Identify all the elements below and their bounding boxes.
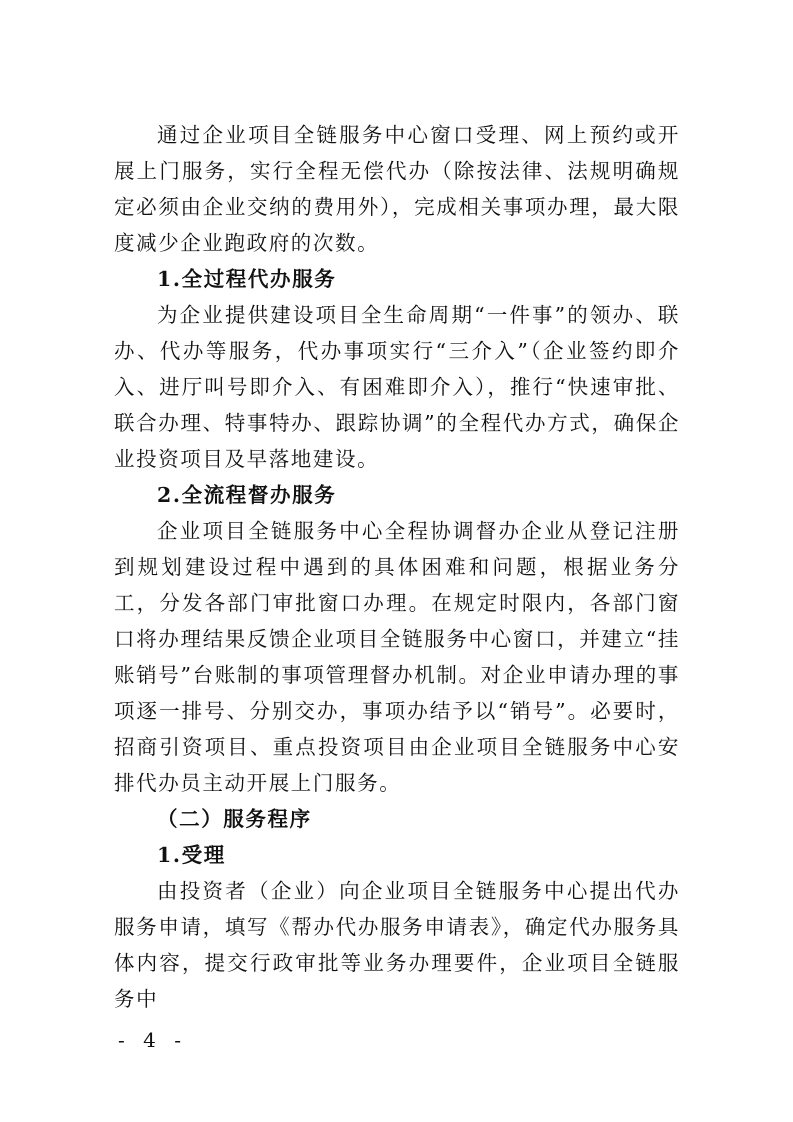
paragraph-full-flow-supervision: 企业项目全链服务中心全程协调督办企业从登记注册到规划建设过程中遇到的具体困难和问题，根据业务分工，分发各部门审批窗口办理。在规定时限内，各部门窗口将办理结果反馈企业项目全链服务中心窗口，并建立“挂账销号”台账制的事项管理督办机制。对企业申请办理的事项逐一排号、分别交办，事项办结予以“销号”。必要时，招商引资项目、重点投资项目由企业项目全链服务中心安排代办员主动开展上门服务。 bbox=[114, 519, 680, 795]
paragraph-full-process-agency: 为企业提供建设项目全生命周期“一件事”的领办、联办、代办等服务，代办事项实行“三介入”（企业签约即介入、进厅叫号即介入、有困难即介入），推行“快速审批、联合办理、特事特办、跟踪协调”的全程代办方式，确保企业投资项目及早落地建设。 bbox=[114, 303, 680, 471]
paragraph-acceptance: 由投资者（企业）向企业项目全链服务中心提出代办服务申请，填写《帮办代办服务申请表》，确定代办服务具体内容，提交行政审批等业务办理要件，企业项目全链服务中 bbox=[114, 879, 680, 1011]
heading-service-procedure: （二）服务程序 bbox=[157, 807, 312, 831]
paragraph-intro: 通过企业项目全链服务中心窗口受理、网上预约或开展上门服务，实行全程无偿代办（除按法律、法规明确规定必须由企业交纳的费用外），完成相关事项办理，最大限度减少企业跑政府的次数。 bbox=[114, 123, 680, 255]
heading-acceptance: 1.受理 bbox=[157, 843, 226, 867]
page-number: - 4 - bbox=[118, 1028, 187, 1052]
heading-full-process-agency: 1.全过程代办服务 bbox=[157, 267, 337, 291]
heading-full-flow-supervision: 2.全流程督办服务 bbox=[157, 483, 337, 507]
document-body bbox=[114, 117, 680, 1017]
